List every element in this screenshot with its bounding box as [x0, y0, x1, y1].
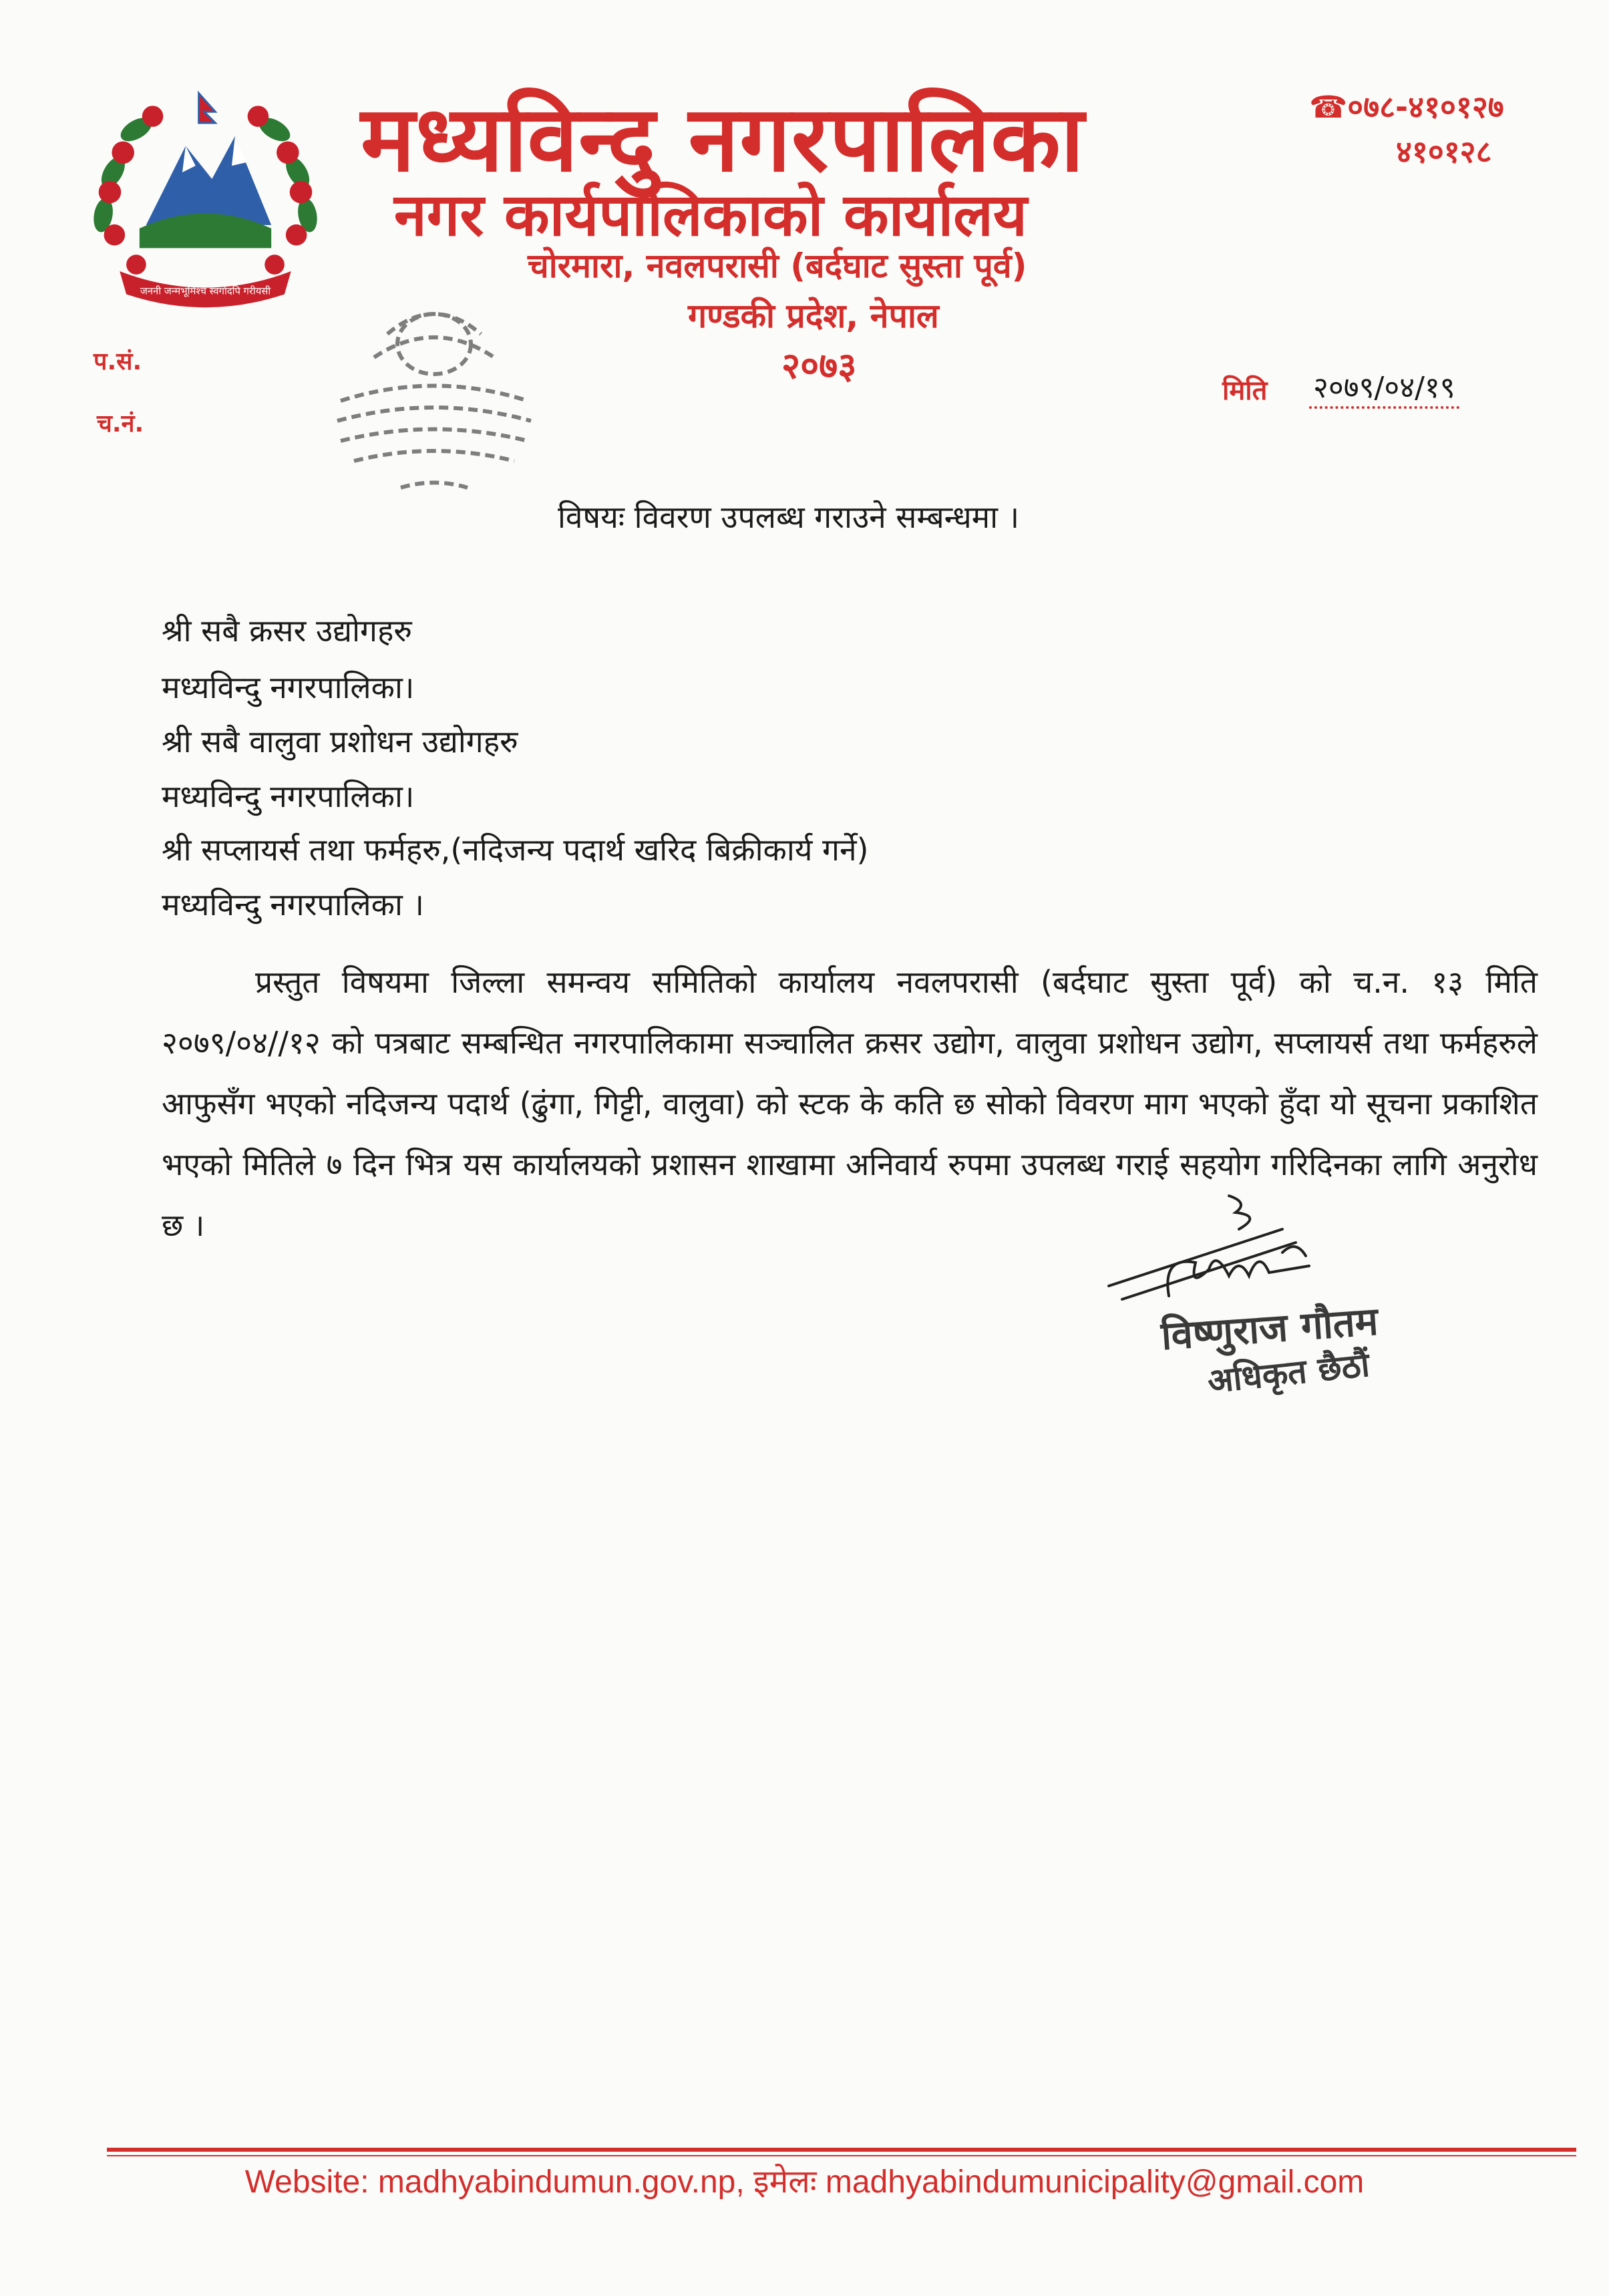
date-value: २०७९/०४/१९: [1309, 366, 1459, 409]
chalani-number-label: च.नं.: [97, 410, 144, 438]
footer-contact: Website: madhyabindumun.gov.np, इमेलः madhyabindumunicipality@gmail.com: [244, 2164, 1365, 2200]
addressee-line: मध्यविन्दु नगरपालिका।: [162, 669, 415, 705]
footer-rule-thin: [107, 2155, 1576, 2156]
patra-sankhya-label: प.सं.: [94, 348, 142, 375]
phone-number-1: ☎०७८-४१०१२७: [1309, 89, 1504, 125]
addressee-line: मध्यविन्दु नगरपालिका ।: [162, 886, 424, 923]
office-seal-stamp: [314, 281, 554, 501]
signature-stamp: [1095, 1189, 1456, 1410]
office-subtitle: नगर कार्यपालिकाको कार्यालय: [394, 180, 1027, 249]
office-title: मध्यविन्दु नगरपालिका: [361, 87, 1085, 192]
svg-text:विष्णुराज गौतम: विष्णुराज गौतम: [1159, 1298, 1380, 1359]
office-established-year: २०७३: [781, 345, 857, 387]
addressee-line: श्री सबै वालुवा प्रशोधन उद्योगहरु: [162, 723, 518, 760]
footer-rule: [107, 2148, 1576, 2152]
addressee-line: श्री सप्लायर्स तथा फर्महरु,(नदिजन्य पदार्थ खरिद बिक्रीकार्य गर्ने): [162, 832, 869, 868]
svg-text:अधिकृत छैठौं: अधिकृत छैठौं: [1206, 1345, 1372, 1401]
letter-body-text: प्रस्तुत विषयमा जिल्ला समन्वय समितिको कार्यालय नवलपरासी (बर्दघाट सुस्ता पूर्व) को च.न. १३ मिति २०७९/०४//१२ को पत्रबाट सम्बन्धित नगरपालिकामा सञ्चालित क्रसर उद्योग, वालुवा प्रशोधन उद्योग, सप्लायर्स तथा फर्महरुले आफुसँग भएको नदिजन्य पदार्थ (ढुंगा, गिट्टी, वालुवा) को स्टक के कति छ सोको विवरण माग भएको हुँदा यो सूचना प्रकाशित भएको मितिले ७ दिन भित्र यस कार्यालयको प्रशासन शाखामा अनिवार्य रुपमा उपलब्ध गराई सहयोग गरिदिनका लागि अनुरोध छ ।: [162, 964, 1538, 1243]
nepal-emblem-logo: [73, 73, 337, 317]
addressee-line: श्री सबै क्रसर उद्योगहरु: [162, 613, 412, 649]
office-address: चोरमारा, नवलपरासी (बर्दघाट सुस्ता पूर्व): [528, 247, 1027, 285]
phone-number-2: ४१०१२८: [1396, 134, 1492, 170]
date-label: मिति: [1222, 375, 1268, 406]
svg-text:जननी जन्मभूमिश्च स्वर्गादपि गर: जननी जन्मभूमिश्च स्वर्गादपि गरीयसी: [140, 285, 271, 297]
office-province: गण्डकी प्रदेश, नेपाल: [688, 297, 939, 335]
letter-subject: विषयः विवरण उपलब्ध गराउने सम्बन्धमा ।: [558, 499, 1020, 535]
addressee-line: मध्यविन्दु नगरपालिका।: [162, 778, 415, 814]
